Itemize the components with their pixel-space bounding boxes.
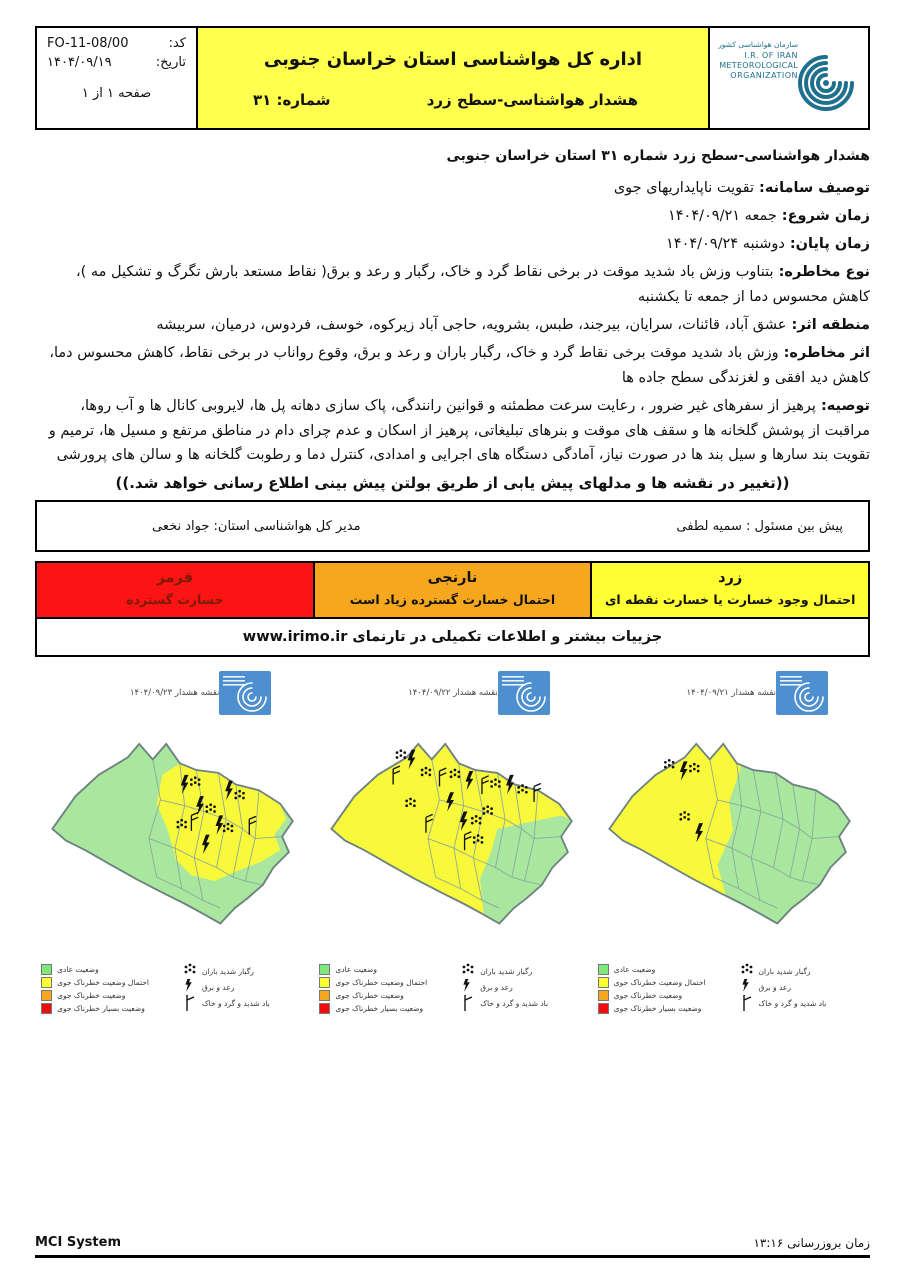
field-value: پرهیز از سفرهای غیر ضرور ، رعایت سرعت مطمئنه و قوانین رانندگی، پاک سازی دهانه پل ها، لایروبی کانال ها و آب روها، مراقبت از پوشش گلخانه ها و سقف های موقت و بنرهای تبلیغاتی، پرهیز از اسکان و عدم چرای دام در مناطق مرتفع و مسیل ها، ترمیم و تقویت بند سارها و سیل بند ها در صورت نیاز، آمادگی دستگاه های اجرایی و امدادی، کنترل دما و رطوبت گلخانه ها و سالن های پرورشی (48, 397, 870, 464)
level-red-cell (35, 561, 313, 619)
irimo-logo-text (717, 40, 798, 80)
svg-text:METEOROLOGICAL: METEOROLOGICAL (719, 60, 798, 70)
date-row (47, 55, 186, 70)
legend-colors: وضعیت عادی احتمال وضعیت خطرناک جوی وضعیت خطرناک جوی وضعیت بسیار خطرناک جوی (319, 963, 427, 1015)
legend-swatch-yellow (319, 977, 330, 988)
director-signature: مدیر کل هواشناسی استان: جواد نخعی (152, 518, 361, 534)
level-desc: خسارت گسترده (126, 592, 224, 608)
svg-text:ORGANIZATION: ORGANIZATION (730, 70, 798, 80)
map-legend (598, 963, 870, 1015)
legend-symbols: رگبار شدید باران رعد و برق باد شدید و گرد و خاک (461, 963, 548, 1015)
date-value: ۱۴۰۴/۰۹/۱۹ (47, 55, 112, 70)
code-value: FO-11-08/00 (47, 36, 129, 51)
warning-levels-table (35, 561, 870, 657)
header-title-box (198, 26, 710, 130)
legend-colors: وضعیت عادی احتمال وضعیت خطرناک جوی وضعیت خطرناک جوی وضعیت بسیار خطرناک جوی (41, 963, 149, 1015)
field-end-time (35, 232, 870, 257)
legend-swatch-orange (319, 990, 330, 1001)
field-hazard-type (35, 260, 870, 310)
warning-maps-row (35, 667, 870, 1015)
warning-subtitle-row (198, 91, 708, 109)
legend-swatch-orange (41, 990, 52, 1001)
legend-swatch-green (598, 964, 609, 975)
shower-icon (395, 750, 405, 759)
field-recommendation (35, 394, 870, 469)
level-desc: احتمال وجود خسارت یا خسارت نقطه ای (604, 592, 856, 608)
irimo-logo-icon (714, 31, 864, 126)
legend-symbols: رگبار شدید باران رعد و برق باد شدید و گرد و خاک (740, 963, 827, 1015)
field-affected-area (35, 313, 870, 338)
shower-icon (740, 963, 755, 979)
legend-swatch-yellow (598, 977, 609, 988)
level-yellow-cell (590, 561, 870, 619)
map-caption: نقشه هشدار ۱۴۰۴/۰۹/۲۱ (686, 688, 776, 699)
legend-swatch-yellow (41, 977, 52, 988)
field-label: توصیه: (820, 397, 870, 414)
level-name: قرمز (156, 570, 194, 587)
svg-text:I.R. OF IRAN: I.R. OF IRAN (744, 50, 798, 60)
field-value: بتناوب وزش باد شدید موقت در برخی نقاط گرد و خاک، رگبار و رعد و برق( نقاط مستعد بارش تگرگ و تشکیل مه )، کاهش محسوس دما از جمعه تا یکشنبه (75, 263, 870, 305)
page-number-row (47, 86, 186, 101)
province-map-day1 (592, 715, 870, 937)
legend-swatch-red (598, 1003, 609, 1014)
map-caption: نقشه هشدار ۱۴۰۴/۰۹/۲۳ (129, 688, 220, 699)
map-panel-day3 (35, 667, 313, 1015)
warning-type: هشدار هواشناسی-سطح زرد (426, 91, 638, 110)
legend-swatch-green (41, 964, 52, 975)
legend-swatch-green (319, 964, 330, 975)
page-number: صفحه ۱ از ۱ (81, 86, 152, 101)
field-label: اثر مخاطره: (783, 344, 870, 361)
field-value: وزش باد شدید موقت برخی نقاط گرد و خاک، رگبار باران و رعد و برق، وقوع رواناب در برخی نقاط، کاهش محسوس دما، کاهش دید افقی و لغزندگی سطح جاده ها (49, 344, 870, 386)
level-orange-cell (313, 561, 591, 619)
shower-icon (183, 963, 198, 979)
province-map-day3 (35, 715, 313, 937)
org-title: اداره کل هواشناسی استان خراسان جنوبی (263, 48, 643, 70)
legend-swatch-red (41, 1003, 52, 1014)
warning-body (35, 144, 870, 468)
minilogo-text-lines (223, 676, 245, 686)
field-start-time (35, 204, 870, 229)
mini-irimo-logo-icon (219, 671, 271, 715)
wind-barb-icon (740, 995, 755, 1011)
field-value: جمعه ۱۴۰۴/۰۹/۲۱ (667, 208, 777, 225)
field-value: تقویت ناپایداریهای جوی (613, 180, 755, 197)
signatures-box (35, 500, 870, 552)
code-row (47, 36, 186, 51)
map-header (35, 667, 313, 715)
forecaster-signature: پیش بین مسئول : سمیه لطفی (676, 518, 843, 534)
map-caption: نقشه هشدار ۱۴۰۴/۰۹/۲۲ (408, 688, 498, 699)
document-header (35, 26, 870, 130)
legend-symbols: رگبار شدید باران رعد و برق باد شدید و گرد و خاک (183, 963, 270, 1015)
wind-barb-icon (461, 995, 476, 1011)
field-label: نوع مخاطره: (778, 263, 870, 280)
thunder-icon (183, 979, 198, 995)
legend-swatch-red (319, 1003, 330, 1014)
code-label: کد: (168, 36, 186, 51)
level-name: نارنجی (427, 570, 478, 587)
legend-swatch-orange (598, 990, 609, 1001)
page-footer (35, 1235, 870, 1258)
minilogo-text-lines (780, 676, 802, 686)
field-label: زمان شروع: (781, 208, 870, 225)
warning-number: شماره: ۳۱ (253, 91, 331, 110)
field-hazard-effect (35, 341, 870, 391)
field-value: عشق آباد، قائنات، سرایان، بیرجند، طبس، بشرویه، حاجی آباد زیرکوه، خوسف، فردوس، درمیان، سربیشه (156, 316, 787, 333)
wind-barb-icon (183, 995, 198, 1011)
field-label: منطقه اثر: (791, 316, 870, 333)
mini-irimo-logo-icon (498, 671, 550, 715)
thunder-icon (461, 979, 476, 995)
shower-icon (461, 963, 476, 979)
footer-update-time: زمان بروزرسانی ۱۳:۱۶ (753, 1236, 870, 1250)
map-panel-day1 (592, 667, 870, 1015)
map-legend (41, 963, 313, 1015)
field-label: زمان پایان: (789, 235, 870, 252)
forecast-change-notice: ((تغییر در نقشه ها و مدلهای پیش یابی از طریق بولتن پیش بینی اطلاع رسانی خواهد شد.)) (115, 474, 790, 493)
document-meta-box (35, 26, 198, 130)
field-label: توصیف سامانه: (759, 180, 870, 197)
minilogo-text-lines (502, 676, 524, 686)
map-header (313, 667, 591, 715)
level-name: زرد (718, 570, 743, 587)
org-logo-box (710, 26, 870, 130)
date-label: تاریخ: (155, 55, 186, 70)
mini-irimo-logo-icon (776, 671, 828, 715)
footer-system-name: MCI System (35, 1235, 121, 1250)
map-panel-day2 (313, 667, 591, 1015)
svg-text:سازمان هواشناسی کشور: سازمان هواشناسی کشور (718, 39, 798, 49)
legend-colors: وضعیت عادی احتمال وضعیت خطرناک جوی وضعیت خطرناک جوی وضعیت بسیار خطرناک جوی (598, 963, 706, 1015)
province-map-day2 (314, 715, 592, 937)
level-desc: احتمال خسارت گسترده زیاد است (349, 592, 556, 608)
map-header (592, 667, 870, 715)
field-value: دوشنبه ۱۴۰۴/۰۹/۲۴ (666, 235, 785, 252)
more-info-row: جزییات بیشتر و اطلاعات تکمیلی در تارنمای www.irimo.ir (35, 619, 870, 657)
thunder-icon (740, 979, 755, 995)
map-legend (319, 963, 591, 1015)
warning-title-line: هشدار هواشناسی-سطح زرد شماره ۳۱ استان خراسان جنوبی (446, 148, 870, 164)
field-system-description (35, 176, 870, 201)
